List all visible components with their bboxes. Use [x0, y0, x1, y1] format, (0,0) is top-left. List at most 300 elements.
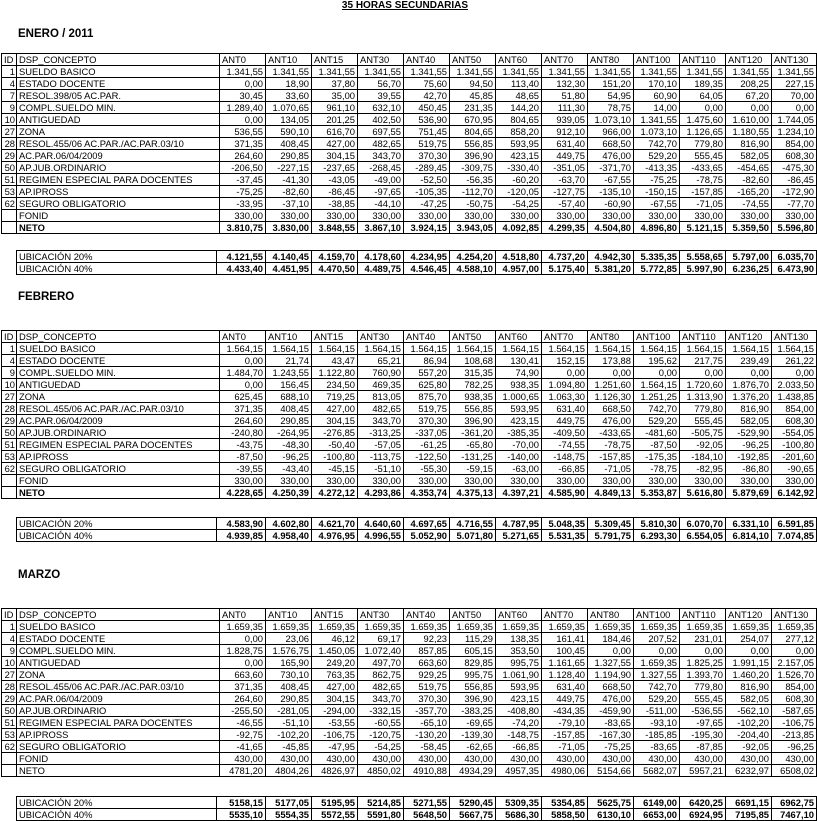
ubicacion-value: 4.159,70: [312, 251, 358, 263]
row-value: 816,90: [726, 681, 772, 693]
row-value: 5.353,87: [634, 487, 680, 499]
row-value: -475,30: [772, 162, 817, 174]
row-value: 1.438,85: [772, 391, 817, 403]
table-row: [2, 487, 817, 499]
row-value: 760,90: [358, 367, 404, 379]
row-value: -54,25: [496, 198, 542, 210]
ubicacion-value: 6.473,90: [772, 263, 817, 275]
row-value: 430,00: [588, 753, 634, 765]
ubicacion-value: 4.640,60: [358, 518, 404, 530]
row-value: 46,12: [312, 633, 358, 645]
row-value: -351,05: [542, 162, 588, 174]
salary-table: [1, 53, 817, 234]
row-value: 343,70: [358, 693, 404, 705]
row-value: 688,10: [266, 391, 312, 403]
row-value: 1.194,90: [588, 669, 634, 681]
row-value: -536,55: [680, 705, 726, 717]
row-value: -192,85: [726, 451, 772, 463]
row-value: 668,50: [588, 403, 634, 415]
row-value: 100,45: [542, 645, 588, 657]
row-value: -309,75: [450, 162, 496, 174]
row-id: 4: [2, 355, 17, 367]
ubicacion-value: 5.797,00: [726, 251, 772, 263]
ubicacion-value: 4.140,45: [266, 251, 312, 263]
ubicacion-value: 5572,55: [312, 809, 358, 821]
row-value: 430,00: [680, 753, 726, 765]
row-value: -82,95: [680, 463, 726, 475]
row-value: 1.072,40: [358, 645, 404, 657]
row-value: -75,25: [220, 186, 266, 198]
row-value: 42,70: [404, 90, 450, 102]
row-value: 5.879,69: [726, 487, 772, 499]
row-value: 134,05: [266, 114, 312, 126]
table-row: [2, 114, 817, 126]
salary-table: [1, 330, 817, 499]
row-id: [2, 210, 17, 222]
row-value: 201,25: [312, 114, 358, 126]
row-value: 4826,97: [312, 765, 358, 777]
row-concept: AC.PAR.06/04/2009: [17, 415, 220, 427]
column-header: ANT0: [220, 609, 266, 621]
row-value: 742,70: [634, 681, 680, 693]
row-value: -71,05: [680, 198, 726, 210]
row-value: 1.126,65: [680, 126, 726, 138]
row-value: -122,50: [404, 451, 450, 463]
table-row: [2, 633, 817, 645]
row-value: -413,35: [634, 162, 680, 174]
row-value: 631,40: [542, 403, 588, 415]
row-id: 1: [2, 343, 17, 355]
row-value: -92,75: [220, 729, 266, 741]
ubicacion-label: UBICACIÓN 20%: [17, 251, 217, 263]
row-value: -66,85: [496, 741, 542, 753]
row-concept: NETO: [17, 765, 220, 777]
table-row: [2, 621, 817, 633]
row-value: -102,20: [726, 717, 772, 729]
row-value: -175,35: [634, 451, 680, 463]
row-value: 408,45: [266, 681, 312, 693]
row-value: -127,75: [542, 186, 588, 198]
table-row: [2, 162, 817, 174]
row-value: -294,00: [312, 705, 358, 717]
row-id: 4: [2, 78, 17, 90]
row-value: 304,15: [312, 693, 358, 705]
row-value: 670,95: [450, 114, 496, 126]
ubicacion-value: 4.433,40: [217, 263, 266, 275]
row-value: 423,15: [496, 415, 542, 427]
table-row: [2, 705, 817, 717]
row-id: 50: [2, 705, 17, 717]
row-value: 536,55: [220, 126, 266, 138]
row-value: 4.504,80: [588, 222, 634, 234]
row-value: 1.128,40: [542, 669, 588, 681]
row-id: 50: [2, 162, 17, 174]
row-value: -135,10: [588, 186, 634, 198]
row-value: -86,45: [772, 174, 817, 186]
row-value: 631,40: [542, 681, 588, 693]
column-header: ANT60: [496, 609, 542, 621]
row-value: 396,90: [450, 415, 496, 427]
row-id: 62: [2, 198, 17, 210]
row-value: 3.848,55: [312, 222, 358, 234]
row-value: 2.033,50: [772, 379, 817, 391]
table-row: [2, 210, 817, 222]
row-value: 1.659,35: [358, 621, 404, 633]
ubicacion-row: [17, 263, 817, 275]
row-value: 779,80: [680, 138, 726, 150]
row-value: 1.659,35: [542, 621, 588, 633]
row-value: -313,25: [358, 427, 404, 439]
row-value: 330,00: [220, 475, 266, 487]
row-value: 371,35: [220, 403, 266, 415]
row-value: -409,50: [542, 427, 588, 439]
row-value: 430,00: [496, 753, 542, 765]
row-value: 1.460,20: [726, 669, 772, 681]
ubicacion-value: 5686,30: [496, 809, 542, 821]
column-header: ANT120: [726, 54, 772, 66]
month-title: ENERO / 2011: [18, 28, 94, 40]
row-value: 529,20: [634, 415, 680, 427]
row-id: 9: [2, 645, 17, 657]
row-value: 30,45: [220, 90, 266, 102]
row-concept: NETO: [17, 487, 220, 499]
row-value: 5.121,15: [680, 222, 726, 234]
row-value: 48,65: [496, 90, 542, 102]
row-concept: REGIMEN ESPECIAL PARA DOCENTES: [17, 717, 220, 729]
column-header: ANT15: [312, 609, 358, 621]
row-value: 138,35: [496, 633, 542, 645]
row-value: 343,70: [358, 150, 404, 162]
row-value: 4.228,65: [220, 487, 266, 499]
row-id: [2, 222, 17, 234]
ubicacion-row: [17, 809, 817, 821]
ubicacion-value: 7.074,85: [772, 530, 817, 542]
row-value: 234,50: [312, 379, 358, 391]
row-value: -148,75: [496, 729, 542, 741]
row-value: -50,75: [450, 198, 496, 210]
ubicacion-value: 4.996,55: [358, 530, 404, 542]
column-header: ANT40: [404, 331, 450, 343]
column-header: ANT120: [726, 331, 772, 343]
ubicacion-row: [17, 251, 817, 263]
column-header: ANT110: [680, 609, 726, 621]
ubicacion-label: UBICACIÓN 20%: [17, 518, 217, 530]
row-value: 430,00: [542, 753, 588, 765]
column-header: ANT120: [726, 609, 772, 621]
row-value: 353,50: [496, 645, 542, 657]
ubicacion-value: 5309,35: [496, 797, 542, 809]
ubicacion-value: 6962,75: [772, 797, 817, 809]
row-value: 304,15: [312, 415, 358, 427]
row-value: -83,65: [634, 741, 680, 753]
row-value: 330,00: [680, 210, 726, 222]
row-id: 53: [2, 451, 17, 463]
row-id: 53: [2, 186, 17, 198]
month-title: MARZO: [18, 569, 61, 581]
row-value: 632,10: [358, 102, 404, 114]
row-value: -102,20: [266, 729, 312, 741]
row-value: -86,80: [726, 463, 772, 475]
row-value: -33,95: [220, 198, 266, 210]
row-value: 0,00: [726, 367, 772, 379]
row-value: -48,30: [266, 439, 312, 451]
ubicacion-value: 5.071,80: [450, 530, 496, 542]
row-value: -78,75: [634, 463, 680, 475]
row-concept: AP.JUB.ORDINARIO: [17, 162, 220, 174]
table-row: [2, 403, 817, 415]
row-value: 5.359,50: [726, 222, 772, 234]
row-value: 4850,02: [358, 765, 404, 777]
row-value: 1.659,35: [726, 621, 772, 633]
row-value: 608,30: [772, 150, 817, 162]
column-header: ANT30: [358, 331, 404, 343]
row-value: 482,65: [358, 681, 404, 693]
row-value: 5957,21: [680, 765, 726, 777]
column-header: ANT50: [450, 609, 496, 621]
column-header: DSP_CONCEPTO: [17, 609, 220, 621]
table-row: [2, 379, 817, 391]
row-value: 1.327,55: [634, 669, 680, 681]
ubicacion-value: 5214,85: [358, 797, 404, 809]
row-value: -201,60: [772, 451, 817, 463]
row-value: 939,05: [542, 114, 588, 126]
row-concept: FONID: [17, 210, 220, 222]
row-value: 2.157,05: [772, 657, 817, 669]
row-value: 430,00: [266, 753, 312, 765]
row-value: -53,55: [312, 717, 358, 729]
row-value: -385,35: [496, 427, 542, 439]
row-value: 290,85: [266, 693, 312, 705]
row-value: 1.234,10: [772, 126, 817, 138]
row-value: 782,25: [450, 379, 496, 391]
row-value: -57,40: [542, 198, 588, 210]
row-value: 330,00: [634, 210, 680, 222]
ubicacion-value: 5.335,35: [634, 251, 680, 263]
row-value: 1.659,35: [634, 621, 680, 633]
row-value: 1.876,70: [726, 379, 772, 391]
ubicacion-value: 5.558,65: [680, 251, 726, 263]
row-value: 152,15: [542, 355, 588, 367]
row-value: -184,10: [680, 451, 726, 463]
row-value: 1.659,35: [220, 621, 266, 633]
row-value: -157,85: [588, 451, 634, 463]
row-value: 396,90: [450, 693, 496, 705]
row-value: 330,00: [220, 210, 266, 222]
ubicacion-value: 5.997,90: [680, 263, 726, 275]
row-value: 536,90: [404, 114, 450, 126]
row-concept: RESOL.455/06 AC.PAR./AC.PAR.03/10: [17, 681, 220, 693]
row-value: 779,80: [680, 681, 726, 693]
row-value: 0,00: [726, 102, 772, 114]
row-value: 1.393,70: [680, 669, 726, 681]
ubicacion-value: 5667,75: [450, 809, 496, 821]
table-row: [2, 439, 817, 451]
row-value: -71,05: [542, 741, 588, 753]
row-value: 0,00: [772, 645, 817, 657]
row-value: 608,30: [772, 415, 817, 427]
row-value: -46,55: [220, 717, 266, 729]
row-value: 1.243,55: [266, 367, 312, 379]
ubicacion-value: 6.070,70: [680, 518, 726, 530]
row-value: 1.659,35: [588, 621, 634, 633]
ubicacion-value: 6.293,30: [634, 530, 680, 542]
header-row: [2, 54, 817, 66]
row-value: -83,65: [588, 717, 634, 729]
row-value: 330,00: [772, 475, 817, 487]
row-id: 9: [2, 367, 17, 379]
ubicacion-value: 5858,50: [542, 809, 588, 821]
row-value: 113,40: [496, 78, 542, 90]
row-concept: AP.IPROSS: [17, 451, 220, 463]
ubicacion-value: 5591,80: [358, 809, 404, 821]
row-value: 450,45: [404, 102, 450, 114]
row-value: 1.341,55: [634, 66, 680, 78]
row-concept: SUELDO BASICO: [17, 343, 220, 355]
ubicacion-value: 5.531,35: [542, 530, 588, 542]
ubicacion-value: 5.772,85: [634, 263, 680, 275]
row-id: 4: [2, 633, 17, 645]
row-value: -60,90: [588, 198, 634, 210]
row-value: 857,85: [404, 645, 450, 657]
row-value: -92,05: [680, 439, 726, 451]
row-value: 697,55: [358, 126, 404, 138]
column-header: ANT15: [312, 54, 358, 66]
row-concept: ZONA: [17, 669, 220, 681]
ubicacion-value: 5.052,90: [404, 530, 450, 542]
row-value: 854,00: [772, 138, 817, 150]
row-value: -112,70: [450, 186, 496, 198]
row-value: -75,25: [588, 741, 634, 753]
table-row: [2, 78, 817, 90]
ubicacion-value: 4.121,55: [217, 251, 266, 263]
row-value: 1.564,15: [220, 343, 266, 355]
row-value: 330,00: [772, 210, 817, 222]
row-value: 0,00: [634, 367, 680, 379]
row-concept: AC.PAR.06/04/2009: [17, 693, 220, 705]
row-concept: COMPL.SUELDO MIN.: [17, 367, 220, 379]
table-row: [2, 355, 817, 367]
row-value: 1.564,15: [404, 343, 450, 355]
row-value: 330,00: [266, 475, 312, 487]
row-value: 1.251,25: [634, 391, 680, 403]
row-id: 51: [2, 439, 17, 451]
ubicacion-value: 4.470,50: [312, 263, 358, 275]
row-value: -255,50: [220, 705, 266, 717]
row-value: 370,30: [404, 150, 450, 162]
table-row: [2, 681, 817, 693]
row-value: 35,00: [312, 90, 358, 102]
row-value: 555,45: [680, 150, 726, 162]
row-value: -82,60: [266, 186, 312, 198]
row-value: 430,00: [312, 753, 358, 765]
row-value: 115,29: [450, 633, 496, 645]
ubicacion-value: 4.976,95: [312, 530, 358, 542]
row-value: 21,74: [266, 355, 312, 367]
row-value: 1.825,25: [680, 657, 726, 669]
row-value: 742,70: [634, 138, 680, 150]
row-value: 1.126,30: [588, 391, 634, 403]
row-value: 854,00: [772, 403, 817, 415]
row-value: -67,55: [634, 198, 680, 210]
column-header: DSP_CONCEPTO: [17, 54, 220, 66]
ubicacion-value: 5.309,45: [588, 518, 634, 530]
row-value: 482,65: [358, 138, 404, 150]
row-value: 423,15: [496, 693, 542, 705]
row-value: 330,00: [588, 475, 634, 487]
row-value: 315,35: [450, 367, 496, 379]
row-value: -78,75: [588, 439, 634, 451]
row-value: 45,85: [450, 90, 496, 102]
row-value: 370,30: [404, 415, 450, 427]
row-value: -100,80: [772, 439, 817, 451]
row-value: -86,45: [312, 186, 358, 198]
row-value: 156,45: [266, 379, 312, 391]
ubicacion-value: 4.957,00: [496, 263, 542, 275]
ubicacion-value: 4.939,85: [217, 530, 266, 542]
row-value: 556,85: [450, 681, 496, 693]
row-value: -96,25: [266, 451, 312, 463]
row-value: 476,00: [588, 150, 634, 162]
column-header: ANT100: [634, 331, 680, 343]
column-header: ANT10: [266, 54, 312, 66]
row-value: 1.341,55: [680, 66, 726, 78]
row-value: -357,70: [404, 705, 450, 717]
row-value: 1.659,35: [404, 621, 450, 633]
row-value: -43,05: [312, 174, 358, 186]
row-value: 208,25: [726, 78, 772, 90]
row-value: 742,70: [634, 403, 680, 415]
row-value: -165,20: [726, 186, 772, 198]
row-value: 1.341,55: [542, 66, 588, 78]
ubicacion-value: 6.331,10: [726, 518, 772, 530]
row-value: 1.289,40: [220, 102, 266, 114]
row-id: 51: [2, 174, 17, 186]
row-value: 371,35: [220, 681, 266, 693]
ubicacion-value: 4.958,40: [266, 530, 312, 542]
table-row: [2, 90, 817, 102]
row-concept: ZONA: [17, 391, 220, 403]
row-value: 816,90: [726, 403, 772, 415]
row-value: 1.327,55: [588, 657, 634, 669]
salary-table: [1, 608, 817, 777]
row-value: 343,70: [358, 415, 404, 427]
row-value: 5.596,80: [772, 222, 817, 234]
column-header: ANT40: [404, 609, 450, 621]
row-value: 4.849,13: [588, 487, 634, 499]
row-value: 0,00: [220, 78, 266, 90]
ubicacion-value: 4.716,55: [450, 518, 496, 530]
ubicacion-value: 5.271,65: [496, 530, 542, 542]
row-value: 582,05: [726, 415, 772, 427]
row-value: 423,15: [496, 150, 542, 162]
row-concept: AP.IPROSS: [17, 729, 220, 741]
row-value: 33,60: [266, 90, 312, 102]
row-value: 4980,06: [542, 765, 588, 777]
row-value: -74,55: [542, 439, 588, 451]
row-value: -60,55: [358, 717, 404, 729]
row-id: 62: [2, 463, 17, 475]
row-value: -63,00: [496, 463, 542, 475]
ubicacion-label: UBICACIÓN 20%: [17, 797, 217, 809]
row-value: 1.341,55: [634, 114, 680, 126]
row-value: 593,95: [496, 138, 542, 150]
row-id: [2, 765, 17, 777]
row-value: 427,00: [312, 403, 358, 415]
row-value: 1.063,30: [542, 391, 588, 403]
row-value: -45,15: [312, 463, 358, 475]
row-value: 249,20: [312, 657, 358, 669]
ubicacion-value: 5648,50: [404, 809, 450, 821]
